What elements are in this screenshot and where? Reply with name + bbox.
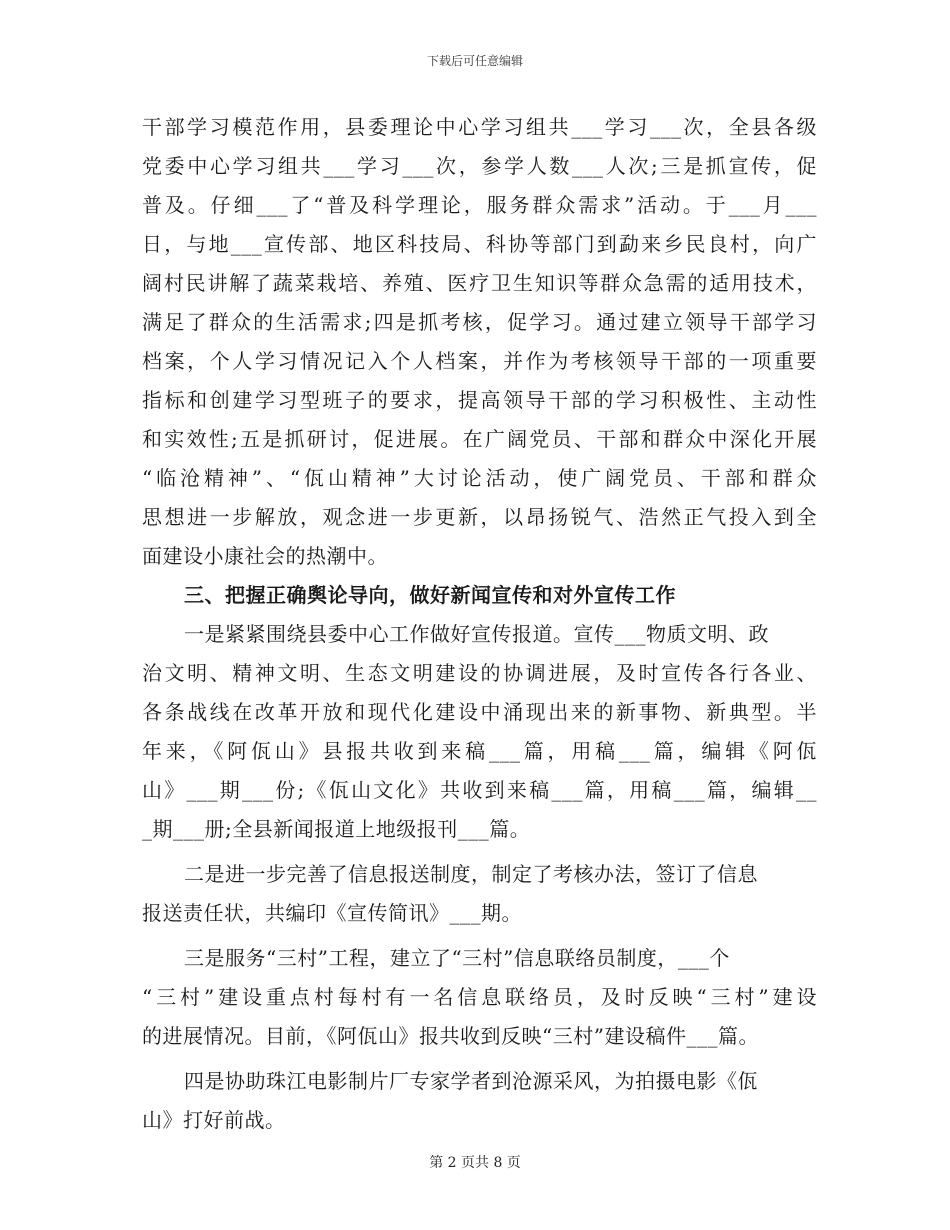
- paragraph-5: [142, 1062, 817, 1140]
- text-line: 干部学习模范作用，县委理论中心学习组共___学习___次，全县各级: [142, 115, 817, 139]
- text-line: 指标和创建学习型班子的要求，提高领导干部的学习积极性、主动性: [142, 388, 817, 412]
- text-line: 三是服务“三村”工程，建立了“三村”信息联络员制度，___个: [184, 946, 730, 970]
- text-line: 普及。仔细___了“普及科学理论，服务群众需求”活动。于___月___: [142, 193, 817, 217]
- text-line: 山》打好前战。: [142, 1108, 286, 1132]
- text-line: 四是协助珠江电影制片厂专家学者到沧源采风，为拍摄电影《佤: [184, 1069, 758, 1093]
- paragraph-1: [142, 108, 817, 576]
- text-line: 满足了群众的生活需求;四是抓考核，促学习。通过建立领导干部学习: [142, 310, 817, 334]
- text-line: 和实效性;五是抓研讨，促进展。在广阔党员、干部和群众中深化开展: [142, 427, 817, 451]
- text-line: 一是紧紧围绕县委中心工作做好宣传报道。宣传___物质文明、政: [184, 622, 769, 646]
- text-line: 报送责任状，共编印《宣传简讯》___期。: [142, 901, 522, 925]
- text-line: 年来，《阿佤山》县报共收到来稿___篇，用稿___篇，编辑《阿佤: [142, 739, 817, 763]
- text-line: 各条战线在改革开放和现代化建设中涌现出来的新事物、新典型。半: [142, 700, 817, 724]
- text-line: 档案，个人学习情况记入个人档案，并作为考核领导干部的一项重要: [142, 349, 817, 373]
- text-line: _期___册;全县新闻报道上地级报刊___篇。: [142, 817, 531, 841]
- paragraph-3: [142, 855, 817, 933]
- text-line: 面建设小康社会的热潮中。: [142, 544, 388, 568]
- text-line: 思想进一步解放，观念进一步更新，以昂扬锐气、浩然正气投入到全: [142, 505, 817, 529]
- paragraph-2: [142, 615, 817, 849]
- text-line: 的进展情况。目前，《阿佤山》报共收到反映“三村”建设稿件___篇。: [142, 1024, 759, 1048]
- text-line: “临沧精神”、“佤山精神”大讨论活动，使广阔党员、干部和群众: [142, 466, 817, 490]
- page-number: 第 2 页共 8 页: [429, 1155, 521, 1171]
- paragraph-4: [142, 939, 817, 1056]
- text-line: 二是进一步完善了信息报送制度，制定了考核办法，签订了信息: [184, 862, 758, 886]
- page-header: 下载后可任意编辑: [426, 54, 523, 68]
- section-heading: 三、把握正确舆论导向，做好新闻宣传和对外宣传工作: [184, 583, 676, 607]
- text-line: 治文明、精神文明、生态文明建设的协调进展，及时宣传各行各业、: [142, 661, 817, 685]
- text-line: 日，与地___宣传部、地区科技局、科协等部门到勐来乡民良村，向广: [142, 232, 817, 256]
- text-line: 阔村民讲解了蔬菜栽培、养殖、医疗卫生知识等群众急需的适用技术，: [142, 271, 817, 295]
- text-line: “三村”建设重点村每村有一名信息联络员，及时反映“三村”建设: [142, 985, 817, 1009]
- document-body: [142, 108, 817, 1140]
- text-line: 党委中心学习组共___学习___次，参学人数___人次;三是抓宣传，促: [142, 154, 817, 178]
- text-line: 山》___期___份;《佤山文化》共收到来稿___篇，用稿___篇，编辑__: [142, 778, 817, 802]
